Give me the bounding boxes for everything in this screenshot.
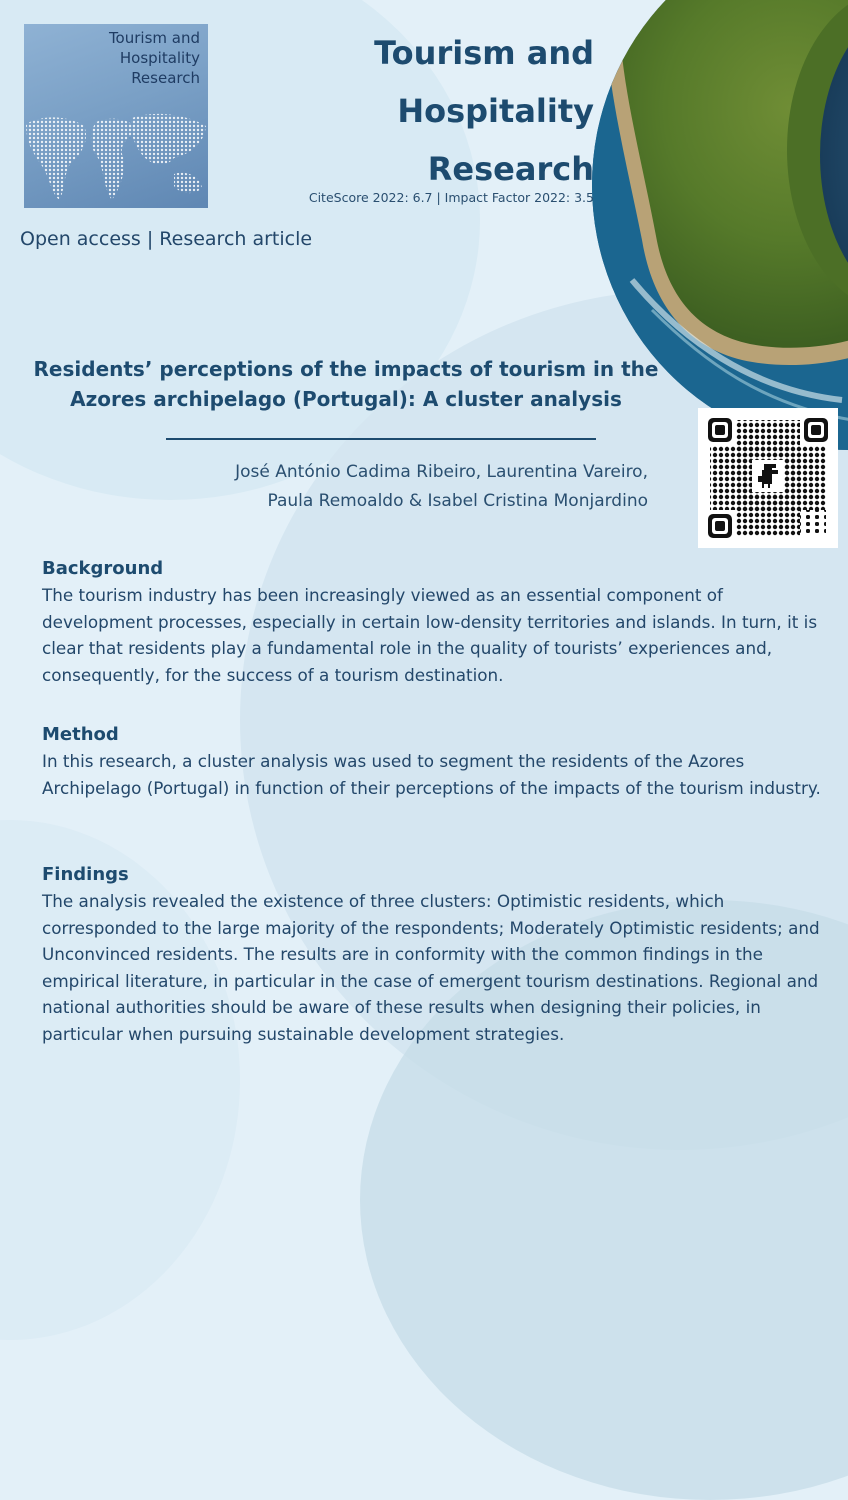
authors	[140, 458, 648, 516]
logo-text	[109, 28, 200, 88]
logo-line-2: Hospitality	[119, 49, 200, 67]
logo-line-1: Tourism and	[108, 29, 200, 47]
journal-title-line-2: Hospitality	[397, 92, 594, 130]
authors-line-1: José António Cadima Ribeiro, Laurentina Vareiro,	[235, 462, 648, 482]
section-method	[42, 722, 822, 801]
journal-metrics: CiteScore 2022: 6.7 | Impact Factor 2022: 3.5	[308, 190, 594, 205]
journal-title-line-1: Tourism and	[374, 34, 594, 72]
journal-title-line-3: Research	[427, 150, 594, 188]
section-findings	[42, 862, 822, 1047]
section-heading-findings: Findings	[42, 864, 129, 885]
section-text-method: In this research, a cluster analysis was used to segment the residents of the Azores Archipelago (Portugal) in function of their perceptions of the impacts of the tourism industry.	[42, 751, 821, 798]
article-type-label: Open access | Research article	[20, 228, 313, 250]
qr-code-icon	[706, 416, 830, 540]
journal-cover-logo	[24, 24, 208, 208]
section-text-findings: The analysis revealed the existence of three clusters: Optimistic residents, which corresponded to the large majority of the respondents; Moderately Optimistic residents; and Unconvinced residents. The results are in conformity with the common findings in the empirical literature, in particular in the case of emergent tourism destinations. Regional and national authorities should be aware of these results when designing their policies, in particular when pursuing sustainable development strategies.	[42, 891, 820, 1044]
authors-line-2: Paula Remoaldo & Isabel Cristina Monjardino	[267, 491, 648, 511]
paper-title: Residents’ perceptions of the impacts of tourism in the Azores archipelago (Portugal): A cluster analysis	[33, 357, 659, 411]
title-divider	[166, 438, 596, 440]
logo-line-3: Research	[131, 69, 200, 87]
qr-code[interactable]	[698, 408, 838, 548]
world-map-dots-icon	[24, 104, 208, 208]
section-heading-method: Method	[42, 724, 119, 745]
section-heading-background: Background	[42, 558, 164, 579]
journal-title	[234, 24, 594, 198]
section-text-background: The tourism industry has been increasingly viewed as an essential component of development processes, especially in certain low-density territories and islands. In turn, it is clear that residents play a fundamental role in the quality of tourists’ experiences and, consequently, for the success of a tourism destination.	[42, 585, 818, 685]
section-background	[42, 556, 822, 688]
